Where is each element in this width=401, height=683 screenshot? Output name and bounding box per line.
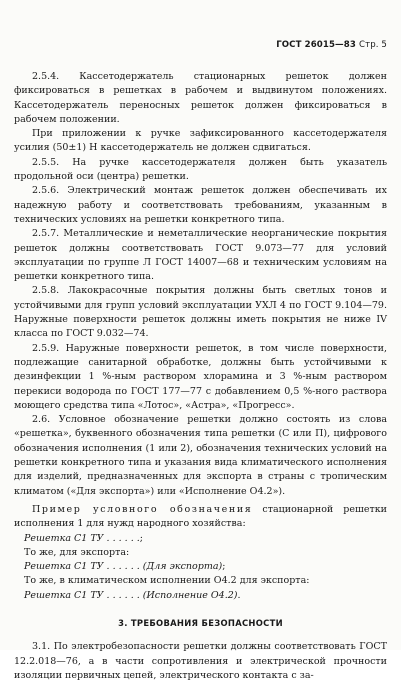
example-line-plain: То же, для экспорта:: [24, 546, 130, 558]
example-intro-rest: стационарной решетки исполнения 1 для нужд народного хозяйства:: [14, 503, 387, 530]
paragraph-2-5-5: 2.5.5. На ручке кассетодержателя должен быть указатель продольной оси (центра) решетки.: [14, 156, 387, 183]
paragraph-2-5-9: 2.5.9. Наружные поверхности решеток, в том числе поверхности, подлежащие санитарной обработке, должны быть устойчивыми к дезинфекции 1 %-ным раствором хлорамина и 3 %-ным раствором перекиси водорода по ГОСТ 177—77 с добавлением 0,5 %-ного раствора моющего средства типа «Лотос», «Астра», «Прогресс».: [14, 342, 387, 411]
example-line: [14, 589, 387, 603]
paragraph-2-6: 2.6. Условное обозначение решетки должно состоять из слова «решетка», буквенного обозначения типа решетки (С или П), цифрового обозначения исполнения (1 или 2), обозначения технических условий на решетки конкретного типа и указания вида климатического исполнения для изделий, предназначенных для экспорта в страны с тропическим климатом («Для экспорта») или «Исполнение О4.2»).: [14, 414, 387, 497]
example-intro-spaced: Пример условного обозначения: [32, 503, 253, 515]
paragraph-2-5-8: 2.5.8. Лакокрасочные покрытия должны быть светлых тонов и устойчивыми для групп условий эксплуатации УХЛ 4 по ГОСТ 9.104—79. Наружные поверхности решеток должны иметь покрытия не ниже IV класса по ГОСТ 9.032—74.: [14, 285, 387, 340]
standard-number: ГОСТ 26015—83: [276, 40, 356, 50]
paragraph-2-5-7: 2.5.7. Металлические и неметаллические неорганические покрытия решеток должны соответствовать ГОСТ 9.073—77 для условий эксплуатации по группе Л ГОСТ 14007—68 и техническим условиям на решетки конкретного типа.: [14, 228, 387, 283]
example-line-plain: То же, в климатическом исполнении О4.2 для экспорта:: [24, 575, 310, 587]
paragraph-3-1: 3.1. По электробезопасности решетки должны соответствовать ГОСТ 12.2.018—76, а в части сопротивления и электрической прочности изоляции первичных цепей, электрического контакта с за-: [14, 641, 387, 681]
paragraph-2-5-6: 2.5.6. Электрический монтаж решеток должен обеспечивать их надежную работу и соответствовать требованиям, указанным в технических условиях на решетки конкретного типа.: [14, 185, 387, 225]
example-line-italic: Решетка С1 ТУ . . . . . . (Исполнение О4.2): [24, 589, 238, 601]
example-line: [14, 574, 387, 588]
paragraph-force: При приложении к ручке зафиксированного кассетодержателя усилия (50±1) Н кассетодержатель не должен сдвигаться.: [14, 128, 387, 154]
example-line-plain: ;: [222, 561, 226, 573]
page-number: Стр. 5: [359, 40, 387, 50]
example-line: [14, 560, 387, 574]
example-intro: [14, 503, 387, 532]
document-body: [14, 70, 387, 683]
paragraph-2-5-4: 2.5.4. Кассетодержатель стационарных решеток должен фиксироваться в решетках в рабочем и выдвинутом положениях. Кассетодержатель переносных решеток должен фиксироваться в рабочем положении.: [14, 71, 387, 125]
example-line-plain: ;: [139, 532, 143, 544]
example-line: [14, 532, 387, 546]
example-line-italic: Решетка С1 ТУ . . . . . . (Для экспорта): [24, 561, 223, 573]
example-line-plain: .: [237, 589, 241, 601]
example-line-italic: Решетка С1 ТУ . . . . . .: [24, 532, 140, 544]
example-line: [14, 546, 387, 560]
page-header: [276, 40, 387, 50]
section-title-safety: 3. ТРЕБОВАНИЯ БЕЗОПАСНОСТИ: [118, 617, 283, 628]
